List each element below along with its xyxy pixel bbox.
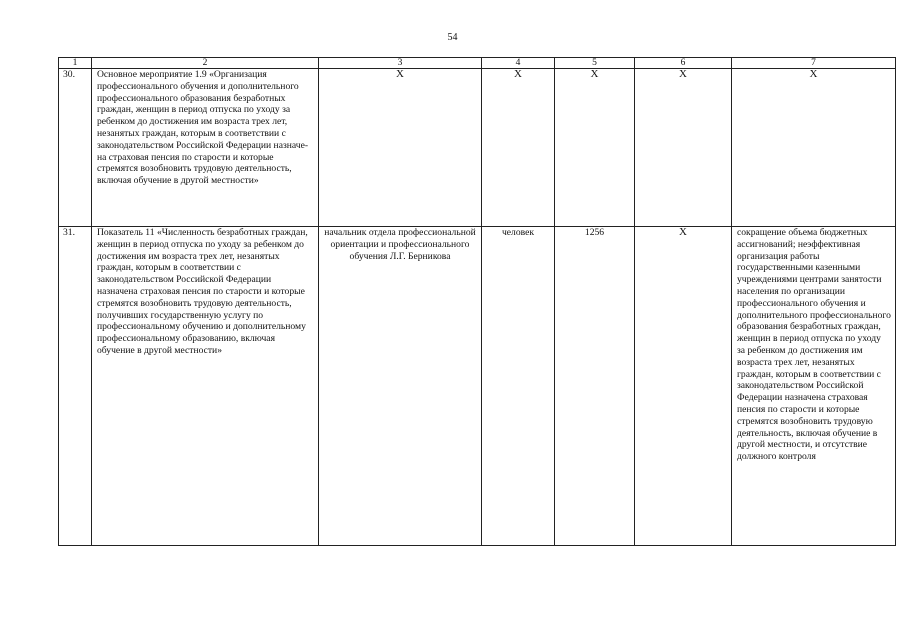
row-column-6: Х — [635, 69, 732, 227]
row-unit: Х — [482, 69, 555, 227]
row-number: 31. — [59, 227, 92, 546]
column-header-1: 1 — [59, 58, 92, 69]
row-risks: сокращение объема бюджетных ассигнований; неэффективная организация работы государственными казенными учреждениями центрами занятости населения по организации профессионального обучения и дополнительного профессионального образования безработных граждан, женщин в период отпуска по уходу за ребенком до достижения им возраста трех лет, незанятых граждан, которым в соответствии с законодательством Российской Федерации назначена страховая пенсия по старости и которые стремятся возобновить трудовую деятельность, включая обучение в другой местности, и отсутствие должного контроля — [732, 227, 896, 546]
column-header-2: 2 — [92, 58, 319, 69]
row-description: Показатель 11 «Численность безработных граждан, женщин в период отпуска по уходу за ребенком до достижения им возраста трех лет, незанятых граждан, которым в соответствии с законодательством Российской Федерации назначена страховая пенсия по старости и которые стремятся возобновить трудовую деятельность, получивших государственную услугу по профессиональному обучению и дополнительному профессиональному образованию, включая обучение в другой местности» — [92, 227, 319, 546]
row-risks: Х — [732, 69, 896, 227]
column-header-6: 6 — [635, 58, 732, 69]
column-header-5: 5 — [555, 58, 635, 69]
row-number: 30. — [59, 69, 92, 227]
column-header-3: 3 — [319, 58, 482, 69]
row-value: 1256 — [555, 227, 635, 546]
column-header-4: 4 — [482, 58, 555, 69]
row-value: Х — [555, 69, 635, 227]
row-unit: человек — [482, 227, 555, 546]
row-responsible: начальник отдела профессиональной ориентации и профессионального обучения Л.Г. Берникова — [319, 227, 482, 546]
document-table — [58, 57, 896, 546]
column-header-7: 7 — [732, 58, 896, 69]
row-responsible: Х — [319, 69, 482, 227]
header-row — [59, 58, 896, 69]
row-description: Основное мероприятие 1.9 «Организация профессионального обучения и дополнительного профессионального образования безработных граждан, женщин в период отпуска по уходу за ребенком до достижения им возраста трех лет, незанятых граждан, которым в соответствии с законодательством Российской Федерации назначена страховая пенсия по старости и которые стремятся возобновить трудовую деятельность, включая обучение в другой местности» — [92, 69, 319, 227]
table-row — [59, 227, 896, 546]
row-column-6: Х — [635, 227, 732, 546]
table-row — [59, 69, 896, 227]
page-number: 54 — [447, 32, 458, 43]
